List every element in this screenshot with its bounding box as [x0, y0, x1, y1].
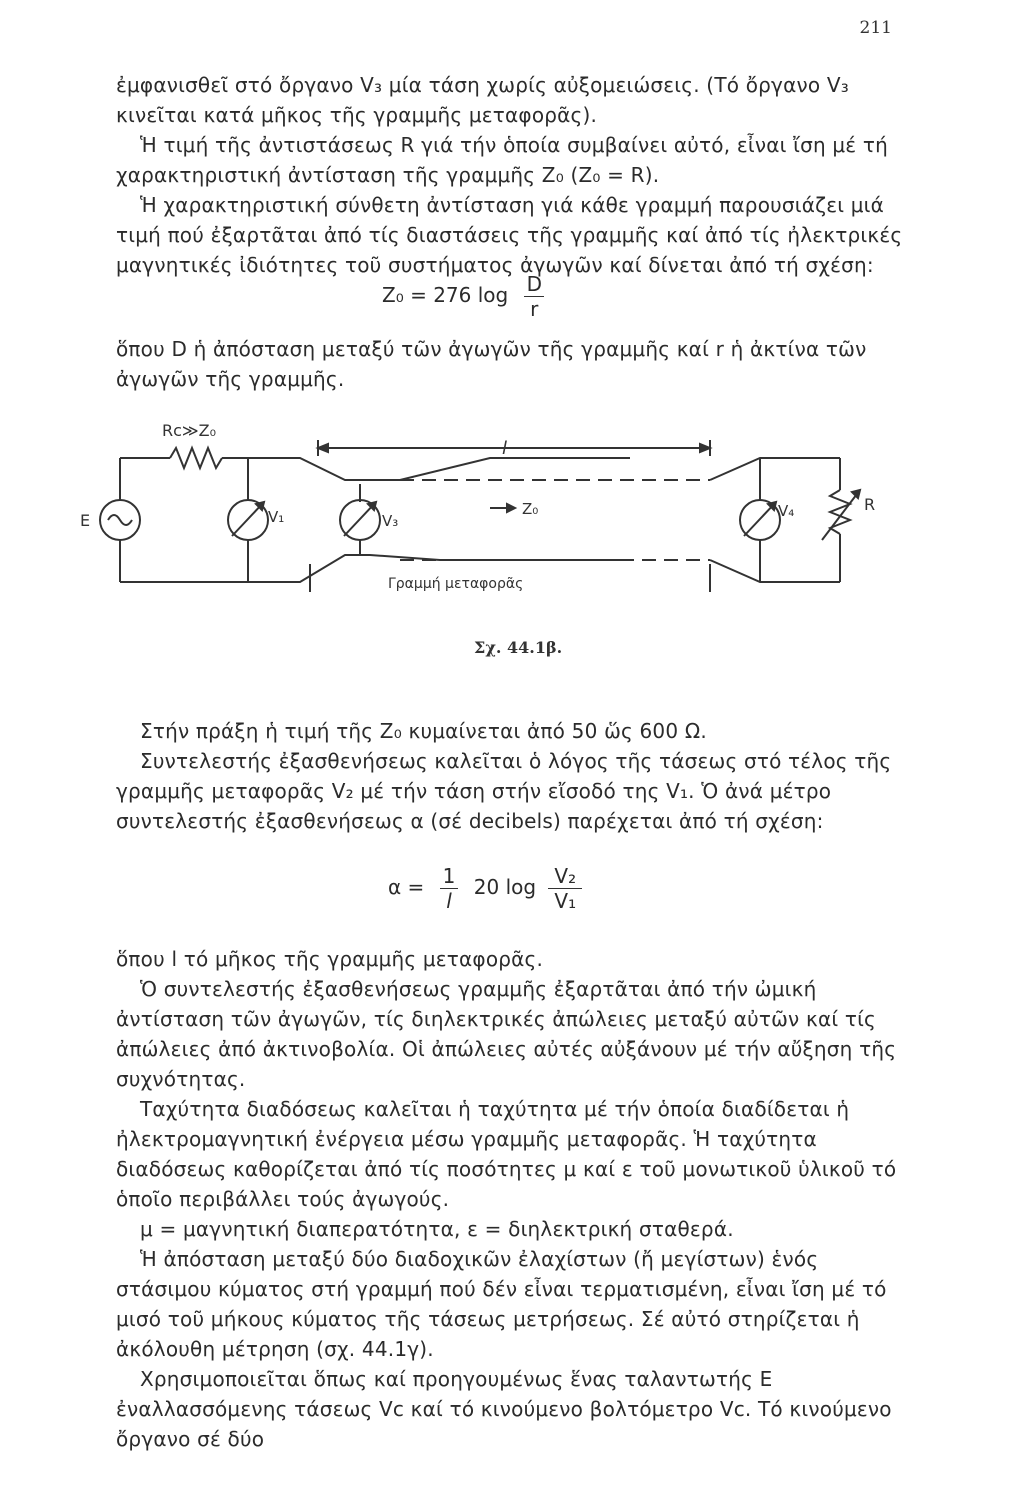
paragraph: ὅπου l τό μῆκος τῆς γραμμῆς μεταφορᾶς.	[116, 947, 544, 971]
formula-alpha-fraction-2	[548, 864, 582, 913]
label-rc: Rc≫Z₀	[162, 421, 217, 440]
middle-text	[116, 716, 906, 836]
label-v3: V₃	[382, 512, 399, 530]
circuit-diagram	[70, 410, 890, 630]
label-z0: Z₀	[522, 500, 539, 518]
formula-alpha-numerator-1: 1	[442, 864, 456, 888]
label-v1: V₁	[268, 508, 285, 526]
paragraph: Ἡ χαρακτηριστική σύνθετη ἀντίσταση γιά κάθε γραμμή παρουσιάζει μιά τιμή πού ἐξαρτᾶται ἀπό τίς διαστάσεις τῆς γραμμῆς καί ἀπό τίς ἠλεκτρικές μαγνητικές ἰδιότητες τοῦ συστήματος ἀγωγῶν καί δίνεται ἀπό τή σχέση:	[116, 193, 903, 277]
paragraph: ἐμφανισθεῖ στό ὄργανο V₃ μία τάση χωρίς αὐξομειώσεις. (Τό ὄργανο V₃ κινεῖται κατά μῆκος τῆς γραμμῆς μεταφορᾶς).	[116, 73, 849, 127]
page-number: 211	[859, 18, 892, 38]
wire-right-bottom	[710, 560, 840, 582]
paragraph: Ἡ τιμή τῆς ἀντιστάσεως R γιά τήν ὁποία συμβαίνει αὐτό, εἶναι ἴση μέ τή χαρακτηριστική ἀντίσταση τῆς γραμμῆς Z₀ (Z₀ = R).	[116, 133, 888, 187]
formula-alpha-denominator-2: V₁	[548, 888, 582, 913]
ac-wave	[108, 515, 132, 525]
label-transmission-line: Γραμμή μεταφορᾶς	[388, 576, 524, 592]
formula-alpha-denominator-1: l	[440, 888, 458, 913]
wire-top-mid	[222, 458, 630, 480]
paragraph: Ἡ ἀπόσταση μεταξύ δύο διαδοχικῶν ἐλαχίστων (ἤ μεγίστων) ἑνός στάσιμου κύματος στή γραμμή πού δέν εἶναι τερματισμένη, εἶναι ἴση μέ τό μισό τοῦ μήκους κύματος τῆς τάσεως μετρήσεως. Σέ αὐτό στηρίζεται ἡ ἀκόλουθη μέτρηση (σχ. 44.1γ).	[116, 1247, 887, 1361]
figure-caption: Σχ. 44.1β.	[474, 638, 563, 657]
wire-bottom	[120, 555, 630, 582]
paragraph: μ = μαγνητική διαπερατότητα, ε = διηλεκτρική σταθερά.	[140, 1217, 734, 1241]
paragraph: Συντελεστής ἐξασθενήσεως καλεῖται ὁ λόγος τῆς τάσεως στό τέλος τῆς γραμμῆς μεταφορᾶς V₂ μέ τήν τάση στήν εἴσοδό της V₁. Ὁ ἀνά μέτρο συντελεστής ἐξασθενήσεως α (σέ decibels) παρέχεται ἀπό τή σχέση:	[116, 749, 892, 833]
formula-alpha-middle: 20 log	[473, 875, 537, 899]
label-v4: V₄	[778, 502, 795, 520]
label-source: E	[80, 511, 91, 530]
formula-z0-fraction	[521, 272, 548, 321]
top-text	[116, 70, 906, 280]
wire-right-top	[710, 458, 840, 480]
bottom-text	[116, 944, 906, 1454]
paragraph: Ταχύτητα διαδόσεως καλεῖται ἡ ταχύτητα μέ τήν ὁποία διαδίδεται ἡ ἠλεκτρομαγνητική ἐνέργεια μέσω γραμμῆς μεταφορᾶς. Ἡ ταχύτητα διαδόσεως καθορίζεται ἀπό τίς ποσότητες μ καί ε τοῦ μονωτικοῦ ὑλικοῦ τό ὁποῖο περιβάλλει τούς ἀγωγούς.	[116, 1097, 897, 1211]
resistor-rc	[170, 448, 222, 468]
paragraph: Στήν πράξη ἡ τιμή τῆς Z₀ κυμαίνεται ἀπό 50 ὥς 600 Ω.	[140, 719, 707, 743]
paragraph: Ὁ συντελεστής ἐξασθενήσεως γραμμῆς ἐξαρτᾶται ἀπό τήν ὠμική ἀντίσταση τῶν ἀγωγῶν, τίς διηλεκτρικές ἀπώλειες μεταξύ αὐτῶν καί τίς ἀπώλειες ἀπό ἀκτινοβολία. Οἱ ἀπώλειες αὐτές αὐξάνουν μέ τήν αὔξηση τῆς συχνότητας.	[116, 977, 897, 1091]
paragraph: Χρησιμοποιεῖται ὅπως καί προηγουμένως ἕνας ταλαντωτής E ἐναλλασσόμενης τάσεως Vc καί τό κινούμενο βολτόμετρο Vc. Τό κινούμενο ὄργανο σέ δύο	[116, 1367, 892, 1451]
paragraph: ὅπου D ἡ ἀπόσταση μεταξύ τῶν ἀγωγῶν τῆς γραμμῆς καί r ἡ ἀκτίνα τῶν ἀγωγῶν τῆς γραμμῆς.	[116, 337, 867, 391]
after-formula-text	[116, 334, 906, 394]
resistor-r	[830, 490, 850, 534]
formula-alpha-lhs: α =	[388, 875, 425, 899]
formula-z0	[382, 272, 554, 321]
formula-z0-denominator: r	[524, 296, 544, 321]
label-r: R	[864, 495, 876, 514]
formula-alpha-fraction-1	[437, 864, 462, 913]
formula-z0-numerator: D	[526, 272, 542, 296]
formula-z0-lhs: Z₀ = 276 log	[382, 283, 509, 307]
formula-alpha-numerator-2: V₂	[554, 864, 577, 888]
label-length: l	[502, 438, 508, 459]
formula-alpha	[388, 864, 588, 913]
